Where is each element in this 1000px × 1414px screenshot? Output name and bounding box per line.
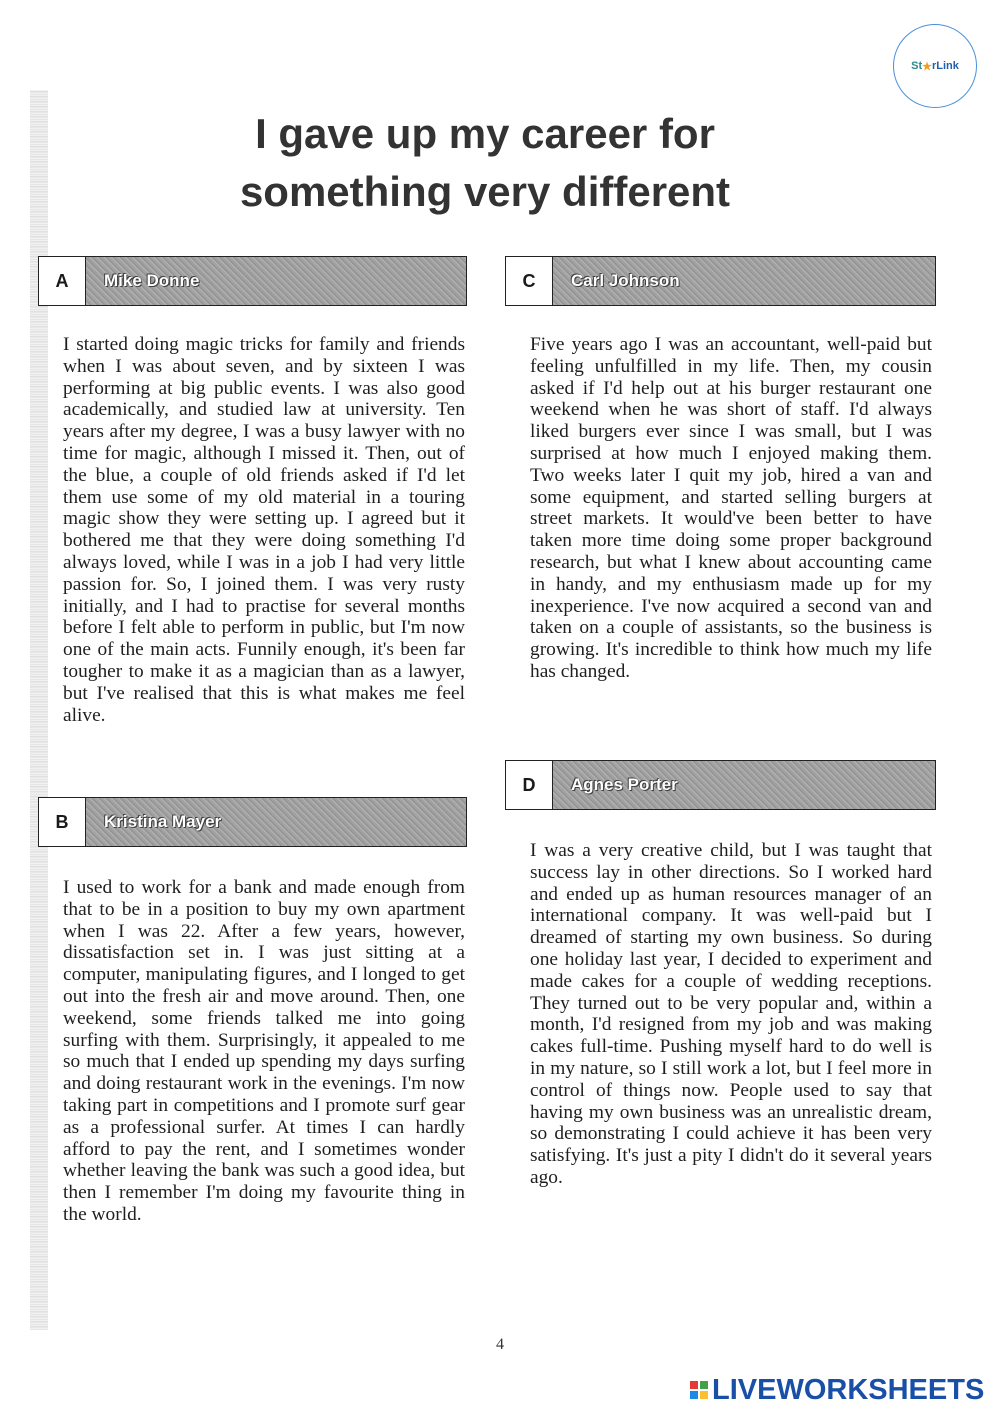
page-number: 4 (496, 1336, 504, 1353)
section-d-header (505, 760, 936, 810)
section-a-header (38, 256, 467, 306)
starlink-logo: St ★ rLink (893, 24, 977, 108)
section-c-text: Five years ago I was an accountant, well-paid but feeling unfulfilled in my life. Then, my cousin asked if I'd help out at his burger restaurant one weekend when he was short of staff. I'd always liked burgers ever since I was small, but I was surprised at how much I enjoyed making them. Two weeks later I quit my job, hired a van and some equipment, and started selling burgers at street markets. It would've been better to have taken more time doing some proper background research, but what I knew about accounting came in handy, and my enthusiasm made up for my inexperience. I've now acquired a second van and taken on a couple of assistants, so the business is growing. It's incredible to think how much my life has changed. (530, 334, 932, 682)
section-b-text: I used to work for a bank and made enough from that to be in a position to buy my own apartment when I was 22. After a few years, however, dissatisfaction set in. I was just sitting at a computer, manipulating figures, and I longed to get out into the fresh air and move around. Then, one weekend, some friends talked me into going surfing with them. Surprisingly, it appealed to me so much that I ended up spending my days surfing and doing restaurant work in the evenings. I'm now taking part in competitions and I promote surf gear as a professional surfer. At times I can hardly afford to pay the rent, and I sometimes wonder whether leaving the bank was such a good idea, but then I remember I'm doing my favourite thing in the world. (63, 877, 465, 1225)
section-c-letter: C (506, 257, 553, 305)
title-line-2: something very different (239, 168, 731, 215)
title-line-1: I gave up my career for (255, 110, 715, 157)
section-b-name: Kristina Mayer (86, 798, 466, 846)
section-b-header (38, 797, 467, 847)
section-d-text: I was a very creative child, but I was taught that success lay in other directions. So I worked hard and ended up as human resources manager of an international company. It was well-paid but I dreamed of starting my own business. So during one holiday last year, I decided to experiment and made cakes for a couple of wedding receptions. They turned out to be very popular and, within a month, I'd resigned from my job and was making cakes full-time. Pushing myself hard to do well is in my nature, so I still work a lot, but I feel more in control of things now. People used to say that having my own business was an unrealistic dream, so demonstrating I could achieve it has been very satisfying. It's just a pity I didn't do it several years ago. (530, 840, 932, 1188)
section-c-name: Carl Johnson (553, 257, 935, 305)
section-d-name: Agnes Porter (553, 761, 935, 809)
section-d-letter: D (506, 761, 553, 809)
section-a-name: Mike Donne (86, 257, 466, 305)
section-c-header (505, 256, 936, 306)
liveworksheets-wordmark: LIVEWORKSHEETS (712, 1373, 985, 1406)
liveworksheets-mark-icon (690, 1381, 708, 1399)
page-title (150, 105, 820, 221)
section-a-letter: A (39, 257, 86, 305)
section-a-text: I started doing magic tricks for family and friends when I was about seven, and by sixteen I was performing at big public events. I was also good academically, and studied law at university. Ten years after my degree, I was a busy lawyer with no time for magic, although I missed it. Then, out of the blue, a couple of old friends asked if I'd let them use some of my old material in a touring magic show they were setting up. I agreed but it bothered me that they were doing something I'd always loved, while I was in a job I had very little passion for. So, I joined them. I was very rusty initially, and I had to practise for several months before I felt able to perform in public, but I'm now one of the main acts. Funnily enough, it's been far tougher to make it as a magician than as a lawyer, but I've realised that this is what makes me feel alive. (63, 334, 465, 726)
liveworksheets-logo (690, 1373, 984, 1407)
section-b-letter: B (39, 798, 86, 846)
